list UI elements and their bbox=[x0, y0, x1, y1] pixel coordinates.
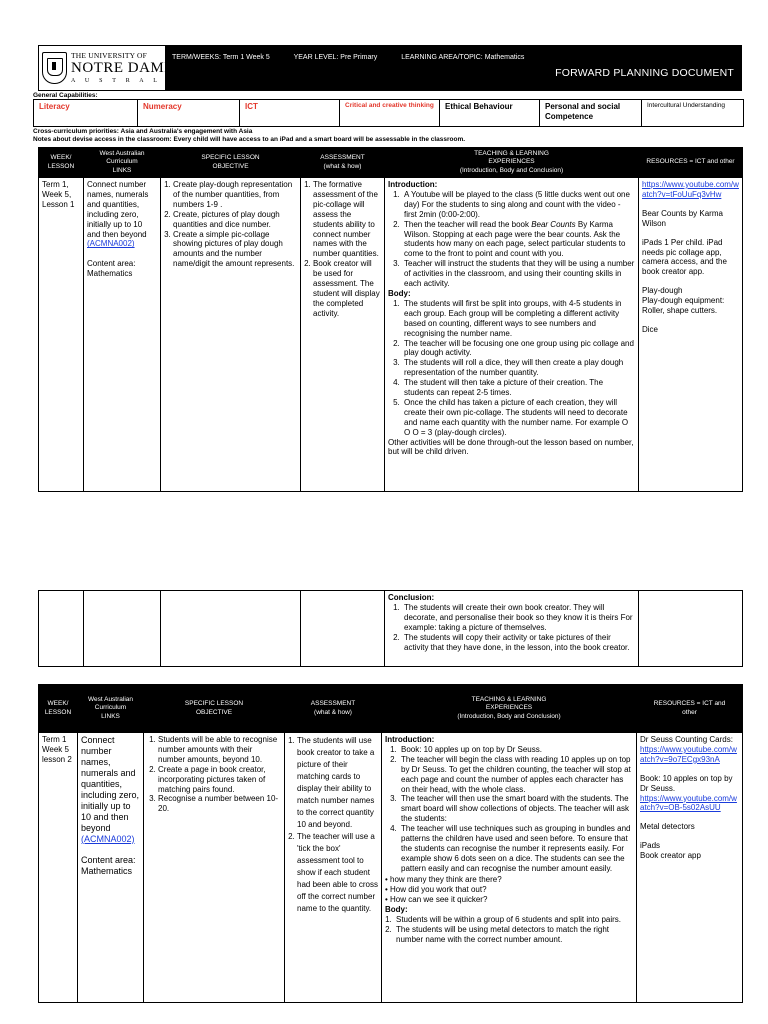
col-resources: RESOURCES = ICT and other bbox=[639, 148, 743, 178]
lesson1-objectives bbox=[161, 178, 301, 492]
conclusion-cell bbox=[385, 591, 639, 667]
conclusion-item: 1. The students will create their own book creator. They will decorate, and personalise their book so they know it is theirs For example: taking a picture of themselves. bbox=[402, 603, 635, 633]
intro-label: Introduction: bbox=[388, 180, 438, 189]
resource-item: Book creator app bbox=[640, 851, 701, 861]
col-objective: SPECIFIC LESSON OBJECTIVE bbox=[144, 685, 285, 733]
lesson2-content-area: Content area: Mathematics bbox=[81, 854, 136, 876]
resource-item: Book: 10 apples on top by Dr Seuss. bbox=[640, 773, 733, 793]
lesson1-curriculum bbox=[84, 178, 161, 492]
question-item: • How did you work that out? bbox=[385, 885, 633, 895]
body-item: 1. The students will first be split into groups, with 4-5 students in each group. Each group will be completing a different activity based on counting, different ways to see numbers and recognising the number name. bbox=[402, 299, 635, 339]
objective-item: 1. Students will be able to recognise number amounts with their number amounts, beyond 10. bbox=[158, 735, 281, 765]
capability-critical-thinking: Critical and creative thinking bbox=[340, 100, 440, 127]
capability-intercultural: Intercultural Understanding bbox=[642, 100, 744, 127]
resource-youtube-link[interactable]: https://www.youtube.com/watch?v=tFoUuFq3vHw bbox=[642, 180, 739, 199]
col-week-lesson: WEEK/ LESSON bbox=[39, 148, 84, 178]
term-weeks: TERM/WEEKS: Term 1 Week 5 bbox=[172, 54, 270, 61]
col-assessment: ASSESSMENT (what & how) bbox=[285, 685, 382, 733]
document-title: FORWARD PLANNING DOCUMENT bbox=[555, 67, 734, 79]
col-week-lesson: WEEK/ LESSON bbox=[39, 685, 78, 733]
assessment-item: 1. The students will use book creator to take a picture of their matching cards to display their ability to match number names to the correct quantity 10 and beyond. bbox=[297, 735, 378, 831]
conclusion-item: 2. The students will copy their activity or take pictures of their activity that they have done, in the lesson, into the book creator. bbox=[402, 633, 635, 653]
objective-item: 3. Create a simple pic-collage showing pictures of play dough amounts and the number name/digit the amount represents. bbox=[173, 230, 297, 270]
lesson2-teaching-learning bbox=[382, 733, 637, 1003]
empty-cell bbox=[161, 591, 301, 667]
lesson2-table bbox=[38, 684, 743, 1003]
col-curriculum: West Australian Curriculum LINKS bbox=[84, 148, 161, 178]
intro-item: 2. Then the teacher will read the book Bear Counts By Karma Wilson. Stopping at each page were the bear counts. Ask the students how many on each page, select particular students to come to the front to point and count with you. bbox=[402, 220, 635, 260]
lesson1-curriculum-text: Connect number names, numerals and quantities, including zero, initially up to 10 and then beyond bbox=[87, 180, 149, 239]
crest-icon bbox=[42, 52, 67, 84]
header-meta bbox=[172, 54, 546, 63]
body-label: Body: bbox=[388, 288, 411, 298]
resource-item: Metal detectors bbox=[640, 822, 695, 832]
lesson2-week: Term 1 Week 5 lesson 2 bbox=[39, 733, 78, 1003]
lesson2-header-row bbox=[39, 685, 743, 733]
general-capabilities-label: General Capabilities: bbox=[33, 92, 98, 99]
resource-youtube-link[interactable]: https://www.youtube.com/watch?v=OB-5s02AsUU bbox=[640, 793, 737, 813]
capability-ict: ICT bbox=[240, 100, 340, 127]
device-access-note: Notes about devise access in the classroom: Every child will have access to an iPad and a smart board will be assessable in the classroom. bbox=[33, 135, 466, 143]
lesson1-teaching-learning bbox=[385, 178, 639, 492]
col-objective: SPECIFIC LESSON OBJECTIVE bbox=[161, 148, 301, 178]
intro-item: 1. Book: 10 apples up on top by Dr Seuss. bbox=[399, 745, 633, 755]
capability-numeracy: Numeracy bbox=[138, 100, 240, 127]
learning-area: LEARNING AREA/TOPIC: Mathematics bbox=[401, 54, 525, 61]
logo-line2: NOTRE DAME bbox=[71, 59, 174, 76]
resource-youtube-link[interactable]: https://www.youtube.com/watch?v=9o7ECgx93nA bbox=[640, 744, 737, 764]
resource-item: iPads 1 Per child. iPad needs pic collage app, camera access, and the book creator app. bbox=[642, 237, 727, 277]
capability-literacy: Literacy bbox=[34, 100, 138, 127]
resource-item: Play-dough equipment: Roller, shape cutters. bbox=[642, 296, 725, 316]
cross-curriculum-note: Cross-curriculum priorities: Asia and Australia's engagement with Asia bbox=[33, 128, 253, 135]
resource-item: Dr Seuss Counting Cards: bbox=[640, 735, 733, 744]
objective-item: 2. Create a page in book creator, incorporating pictures taken of matching pairs found. bbox=[158, 765, 281, 795]
objective-item: 2. Create, pictures of play dough quantities and dice number. bbox=[173, 210, 297, 230]
capability-personal-social: Personal and social Competence bbox=[540, 100, 642, 127]
intro-item: 3. Teacher will instruct the students that they will be using a number of activities in the classroom, and using their counting skills in each activity. bbox=[402, 259, 635, 289]
lesson1-resources bbox=[639, 178, 743, 492]
lesson1-curriculum-code-link[interactable]: (ACMNA002) bbox=[87, 239, 135, 249]
university-logo bbox=[38, 45, 187, 91]
lesson1-assessment bbox=[301, 178, 385, 492]
lesson2-row bbox=[39, 733, 743, 1003]
lesson1-row bbox=[39, 178, 743, 492]
lesson2-curriculum-text: Connect number names, numerals and quantities, including zero, initially up to 10 and then beyond bbox=[81, 735, 140, 833]
objective-item: 3. Recognise a number between 10-20. bbox=[158, 794, 281, 814]
intro-item: 1. A Youtube will be played to the class (5 little ducks went out one day) For the students to sing along and count with the video - first 2min (0:00-2:00). bbox=[402, 190, 635, 220]
empty-cell bbox=[639, 591, 743, 667]
document-header bbox=[38, 45, 742, 91]
resource-item: Play-dough bbox=[642, 286, 683, 296]
empty-cell bbox=[301, 591, 385, 667]
notes bbox=[33, 128, 465, 144]
lesson1-table bbox=[38, 147, 743, 492]
empty-cell bbox=[39, 591, 84, 667]
conclusion-table bbox=[38, 590, 743, 667]
empty-cell bbox=[84, 591, 161, 667]
logo-line3: A U S T R A L I A bbox=[71, 77, 187, 84]
lesson1-week: Term 1, Week 5, Lesson 1 bbox=[39, 178, 84, 492]
body-label: Body: bbox=[385, 905, 408, 915]
resource-item: iPads bbox=[640, 841, 661, 851]
question-list bbox=[385, 875, 633, 905]
body-item: 2. The students will be using metal detectors to match the right number name with the correct number amount. bbox=[394, 925, 633, 945]
intro-item: 2. The teacher will begin the class with reading 10 apples up on top by Dr Seuss. To get the children counting, the teacher will stop at each page and count the number of apples each character has on their head, with the whole class. bbox=[399, 755, 633, 795]
col-resources: RESOURCES = ICT and other bbox=[637, 685, 743, 733]
body-after: Other activities will be done through-out the lesson based on number, but will be child driven. bbox=[388, 437, 634, 457]
col-teaching-learning: TEACHING & LEARNING EXPERIENCES (Introduction, Body and Conclusion) bbox=[385, 148, 639, 178]
question-item: • How can we see it quicker? bbox=[385, 895, 633, 905]
body-item: 5. Once the child has taken a picture of each creation, they will create their own pic-collage. The students will need to decorate and name each quantity with the number name. For example O O O = 3 (play-dough circles). bbox=[402, 398, 635, 438]
lesson1-content-area: Content area: Mathematics bbox=[87, 259, 136, 279]
body-item: 1. Students will be within a group of 6 students and split into pairs. bbox=[394, 915, 633, 925]
intro-label: Introduction: bbox=[385, 735, 435, 744]
question-item: • how many they think are there? bbox=[385, 875, 633, 885]
book-title: Bear Counts bbox=[531, 219, 576, 229]
conclusion-label: Conclusion: bbox=[388, 593, 435, 602]
intro-item: 3. The teacher will then use the smart board with the students. The smart board will show collections of objects. The teacher will ask the students: bbox=[399, 794, 633, 824]
year-level: YEAR LEVEL: Pre Primary bbox=[293, 54, 378, 61]
assessment-item: 2. Book creator will be used for assessment. The student will display the completed activity. bbox=[313, 259, 381, 318]
lesson2-objectives bbox=[144, 733, 285, 1003]
assessment-item: 1. The formative assessment of the pic-collage will assess the students ability to connect number names with the number quantities. bbox=[313, 180, 381, 259]
objective-item: 1. Create play-dough representation of the number quantities, from numbers 1-9 . bbox=[173, 180, 297, 210]
intro-item: 4. The teacher will use techniques such as grouping in bundles and patterns the children have used and seen before. To ensure that the students can recognise the number it represents easily. For example show 6 dots seen on a dice. The students can see the pattern easily and can recognise the number amount easily. bbox=[399, 824, 633, 874]
lesson1-header-row bbox=[39, 148, 743, 178]
capabilities-table bbox=[33, 99, 744, 127]
col-assessment: ASSESSMENT (what & how) bbox=[301, 148, 385, 178]
body-item: 3. The students will roll a dice, they will then create a play dough representation of the number quantity. bbox=[402, 358, 635, 378]
col-teaching-learning: TEACHING & LEARNING EXPERIENCES (Introduction, Body and Conclusion) bbox=[382, 685, 637, 733]
lesson2-assessment bbox=[285, 733, 382, 1003]
assessment-item: 2. The teacher will use a 'tick the box' assessment tool to show if each student had been able to cross off the correct number name to the quantity. bbox=[297, 831, 378, 915]
logo-line1: THE UNIVERSITY OF bbox=[71, 51, 148, 61]
capability-ethical: Ethical Behaviour bbox=[440, 100, 540, 127]
resource-item: Bear Counts by Karma Wilson bbox=[642, 208, 723, 228]
lesson2-resources bbox=[637, 733, 743, 1003]
conclusion-row bbox=[39, 591, 743, 667]
resource-item: Dice bbox=[642, 324, 659, 334]
col-curriculum: West Australian Curriculum LINKS bbox=[78, 685, 144, 733]
body-item: 2. The teacher will be focusing one one group using pic collage and play dough activity. bbox=[402, 339, 635, 359]
body-item: 4. The student will then take a picture of their creation. The students can repeat 2-5 times. bbox=[402, 378, 635, 398]
lesson2-curriculum-code-link[interactable]: (ACMNA002) bbox=[81, 833, 135, 844]
lesson2-curriculum bbox=[78, 733, 144, 1003]
